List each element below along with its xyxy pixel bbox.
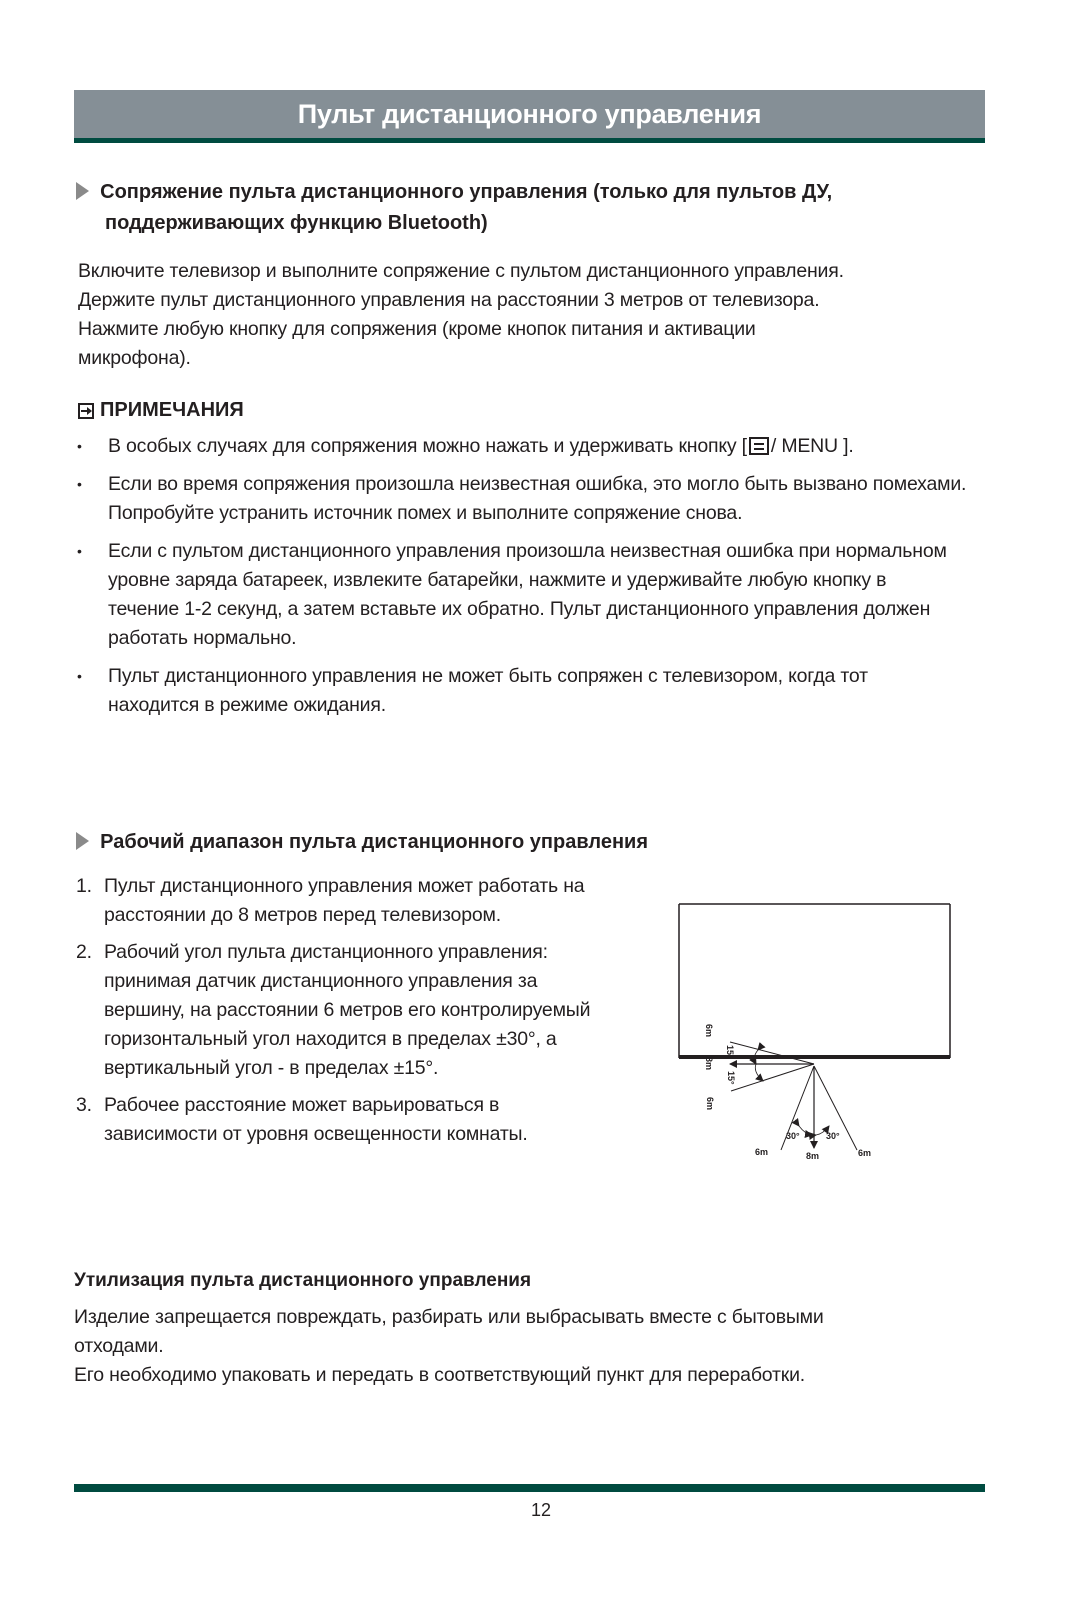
pairing-heading-line2: поддерживающих функцию Bluetooth) (105, 212, 488, 234)
item-text: Рабочее расстояние может варьироваться в зависимости от уровня освещенности комнаты. (104, 1094, 528, 1145)
svg-text:15°: 15° (725, 1045, 735, 1059)
note-item (74, 537, 989, 653)
menu-icon (749, 437, 769, 455)
page-title-bar (74, 90, 985, 143)
svg-text:30°: 30° (826, 1131, 840, 1141)
note-arrow-icon (78, 403, 94, 419)
note-text: В особых случаях для сопряжения можно нажать и удерживать кнопку [ (108, 435, 747, 457)
section-triangle-icon (76, 832, 89, 850)
item-number: 3. (76, 1094, 92, 1116)
notes-list (74, 432, 989, 729)
remote-range-diagram (670, 895, 960, 1175)
svg-text:15°: 15° (726, 1071, 736, 1085)
note-text: Пульт дистанционного управления не может быть сопряжен с телевизором, когда тот находится в режиме ожидания. (108, 665, 868, 716)
pairing-body-line: микрофона). (78, 347, 191, 369)
svg-text:8m: 8m (704, 1057, 714, 1071)
item-number: 1. (76, 875, 92, 897)
pairing-body-line: Нажмите любую кнопку для сопряжения (кроме кнопок питания и активации (78, 318, 756, 340)
svg-text:6m: 6m (858, 1148, 872, 1158)
bullet-icon: • (77, 543, 82, 559)
note-text: Если во время сопряжения произошла неизвестная ошибка, это могло быть вызвано помехами. Попробуйте устранить источник помех и выполните сопряжение снова. (108, 473, 967, 524)
note-item (74, 662, 989, 720)
note-item (74, 432, 989, 461)
tv-outline (679, 904, 950, 1058)
range-item (74, 938, 644, 1083)
pairing-heading (76, 177, 976, 239)
bullet-icon: • (77, 668, 82, 684)
disposal-body (74, 1303, 994, 1390)
vertical-angle-view (704, 1024, 814, 1110)
notes-heading-label: ПРИМЕЧАНИЯ (100, 399, 244, 421)
range-item (74, 872, 644, 930)
page-title: Пульт дистанционного управления (297, 98, 762, 129)
svg-text:8m: 8m (806, 1151, 820, 1161)
pairing-body-line: Включите телевизор и выполните сопряжение с пультом дистанционного управления. (78, 260, 844, 282)
note-text: / MENU ]. (770, 435, 854, 457)
pairing-body (78, 257, 998, 373)
pairing-heading-line1: Сопряжение пульта дистанционного управления (только для пультов ДУ, (100, 181, 833, 203)
item-text: Рабочий угол пульта дистанционного управления: принимая датчик дистанционного управления за вершину, на расстоянии 6 метров его контролируемый горизонтальный угол находится в пределах ±30°, а вертикальный угол - в пределах ±15°. (104, 941, 591, 1079)
disposal-body-line: Его необходимо упаковать и передать в соответствующий пункт для переработки. (74, 1364, 805, 1386)
bullet-icon: • (77, 476, 82, 492)
bullet-icon: • (77, 438, 82, 454)
svg-text:6m: 6m (704, 1024, 714, 1038)
note-item (74, 470, 989, 528)
item-text: Пульт дистанционного управления может работать на расстоянии до 8 метров перед телевизором. (104, 875, 585, 926)
disposal-heading: Утилизация пульта дистанционного управления (74, 1270, 532, 1291)
range-heading-label: Рабочий диапазон пульта дистанционного управления (100, 831, 648, 853)
svg-text:6m: 6m (705, 1097, 715, 1111)
disposal-body-line: отходами. (74, 1335, 164, 1357)
page-number: 12 (530, 1500, 552, 1520)
pairing-body-line: Держите пульт дистанционного управления на расстоянии 3 метров от телевизора. (78, 289, 820, 311)
notes-heading (78, 399, 244, 422)
footer-divider (74, 1484, 985, 1492)
range-item (74, 1091, 644, 1149)
item-number: 2. (76, 941, 92, 963)
range-heading (76, 827, 648, 858)
disposal-body-line: Изделие запрещается повреждать, разбирать или выбрасывать вместе с бытовыми (74, 1306, 824, 1328)
horizontal-angle-view (755, 1066, 871, 1161)
range-list (74, 872, 644, 1157)
svg-text:30°: 30° (786, 1131, 800, 1141)
svg-text:6m: 6m (755, 1147, 769, 1157)
note-text: Если с пультом дистанционного управления произошла неизвестная ошибка при нормальном уровне заряда батареек, извлеките батарейки, нажмите и удерживайте любую кнопку в течение 1-2 секунд, а затем вставьте их обратно. Пульт дистанционного управления должен работать нормально. (108, 540, 947, 649)
section-triangle-icon (76, 182, 89, 200)
